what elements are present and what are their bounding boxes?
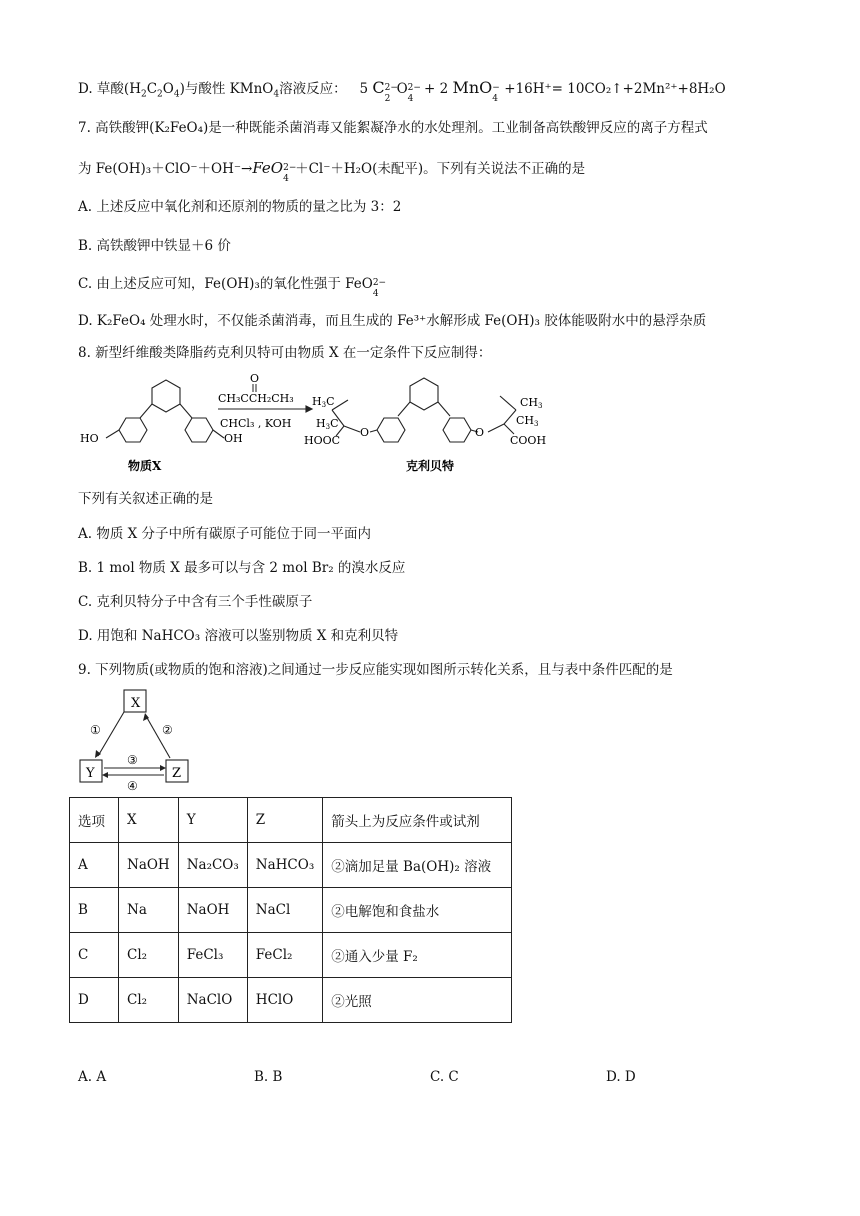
q6-equation-tail: +16H⁺= 10CO₂↑+2Mn²⁺+8H₂O	[504, 81, 726, 97]
table-row	[70, 843, 512, 888]
table-cell: FeCl₂	[247, 933, 322, 978]
table-cell: NaOH	[119, 843, 179, 888]
answer-choice-a[interactable]: A. A	[78, 1069, 107, 1085]
table-cell: ②通入少量 F₂	[323, 933, 512, 978]
table-header-cell: X	[119, 798, 179, 843]
arrow-label-1: ①	[90, 723, 101, 737]
table-header-cell: 选项	[70, 798, 119, 843]
table-cell: A	[70, 843, 119, 888]
node-y: Y	[86, 766, 95, 781]
q8-sub-stem: 下列有关叙述正确的是	[78, 491, 213, 507]
q8-stem: 8. 新型纤维酸类降脂药克利贝特可由物质 X 在一定条件下反应制得：	[78, 345, 492, 361]
table-cell: NaOH	[178, 888, 247, 933]
product-h3c: H3C	[312, 395, 335, 409]
table-cell: NaHCO₃	[247, 843, 322, 888]
table-cell: FeCl₃	[178, 933, 247, 978]
q7-option-c: C. 由上述反应可知，Fe(OH)₃的氧化性强于 FeO 2− 4	[78, 276, 387, 299]
q7-option-b: B. 高铁酸钾中铁显＋6 价	[78, 238, 231, 254]
x-left-oh: HO	[80, 432, 99, 445]
q6-optd-text: 与酸性 KMnO	[184, 81, 274, 97]
product-hooc: HOOC	[304, 434, 341, 447]
table-cell: NaClO	[178, 978, 247, 1023]
q9-answer-choices	[78, 1069, 678, 1089]
q7-stem-line2-a: 为 Fe(OH)₃＋ClO⁻＋OH⁻→	[78, 161, 253, 177]
node-x: X	[131, 696, 141, 711]
q8-option-c: C. 克利贝特分子中含有三个手性碳原子	[78, 594, 313, 610]
reagent-bottom: CHCl₃ , KOH	[220, 417, 292, 430]
q8-option-a: A. 物质 X 分子中所有碳原子可能位于同一平面内	[78, 526, 372, 542]
q7-stem-line1: 7. 高铁酸钾(K₂FeO₄)是一种既能杀菌消毒又能絮凝净水的水处理剂。工业制备高铁酸钾反应的离子方程式	[78, 120, 708, 136]
table-header-row	[70, 798, 512, 843]
q9-options-table	[69, 797, 512, 1023]
table-cell: D	[70, 978, 119, 1023]
product-h3c-2: H3C	[316, 417, 339, 431]
reagent-top: CH₃CCH₂CH₃	[218, 392, 294, 405]
answer-choice-b[interactable]: B. B	[254, 1069, 283, 1085]
product-cooh: COOH	[510, 434, 547, 447]
arrow-label-2: ②	[162, 723, 173, 737]
table-cell: C	[70, 933, 119, 978]
product-o-left: O	[360, 426, 370, 439]
table-header-cell: Z	[247, 798, 322, 843]
q6-optd-after: 溶液反应：	[279, 81, 347, 97]
table-cell: HClO	[247, 978, 322, 1023]
q9-conversion-diagram	[76, 688, 196, 794]
q9-stem: 9. 下列物质(或物质的饱和溶液)之间通过一步反应能实现如图所示转化关系，且与表中条件匹配的是	[78, 662, 673, 678]
table-cell: Na₂CO₃	[178, 843, 247, 888]
answer-choice-c[interactable]: C. C	[430, 1069, 459, 1085]
q8-reaction-scheme	[70, 372, 570, 482]
product-o-right: O	[475, 426, 485, 439]
label-x: 物质X	[128, 459, 162, 473]
table-row	[70, 978, 512, 1023]
label-product: 克利贝特	[406, 459, 455, 473]
table-header-cell: 箭头上为反应条件或试剂	[323, 798, 512, 843]
q7-stem-line2: 为 Fe(OH)₃＋ClO⁻＋OH⁻→FeO 2− 4 ＋Cl⁻＋H₂O(未配平)。下列有关说法不正确的是	[78, 159, 586, 184]
table-cell: Cl₂	[119, 933, 179, 978]
reagent-o: O	[250, 372, 260, 385]
arrow-label-4: ④	[127, 779, 138, 793]
table-cell: B	[70, 888, 119, 933]
answer-choice-d[interactable]: D. D	[606, 1069, 636, 1085]
q6-optd-prefix: D. 草酸(H	[78, 81, 141, 97]
q7-optc-text: C. 由上述反应可知，Fe(OH)₃的氧化性强于 FeO	[78, 276, 373, 292]
table-cell: NaCl	[247, 888, 322, 933]
q7-stem-line2-b: ＋Cl⁻＋H₂O(未配平)。下列有关说法不正确的是	[295, 161, 586, 177]
table-cell: ②电解饱和食盐水	[323, 888, 512, 933]
table-cell: ②光照	[323, 978, 512, 1023]
table-header-cell: Y	[178, 798, 247, 843]
table-cell: ②滴加足量 Ba(OH)₂ 溶液	[323, 843, 512, 888]
q7-option-d: D. K₂FeO₄ 处理水时，不仅能杀菌消毒，而且生成的 Fe³⁺水解形成 Fe(OH)₃ 胶体能吸附水中的悬浮杂质	[78, 313, 707, 329]
q8-option-d: D. 用饱和 NaHCO₃ 溶液可以鉴别物质 X 和克利贝特	[78, 628, 399, 644]
table-cell: Cl₂	[119, 978, 179, 1023]
q6-option-d: D. 草酸$(H_2C_2O_4)$与酸性 KMnO$_4$溶液反应： 5 C 2− 2 O 2− 4 + 2 MnO − 4 +16H⁺= 10CO₂↑+2Mn²⁺+8H₂O	[78, 78, 726, 104]
x-right-oh: OH	[224, 432, 243, 445]
table-row	[70, 933, 512, 978]
q7-option-a: A. 上述反应中氧化剂和还原剂的物质的量之比为 3：2	[78, 199, 402, 215]
node-z: Z	[172, 766, 182, 781]
product-ch3-1: CH3	[520, 396, 543, 410]
arrow-label-3: ③	[127, 753, 138, 767]
product-ch3-2: CH3	[516, 414, 539, 428]
table-cell: Na	[119, 888, 179, 933]
table-row	[70, 888, 512, 933]
q8-option-b: B. 1 mol 物质 X 最多可以与含 2 mol Br₂ 的溴水反应	[78, 560, 406, 576]
